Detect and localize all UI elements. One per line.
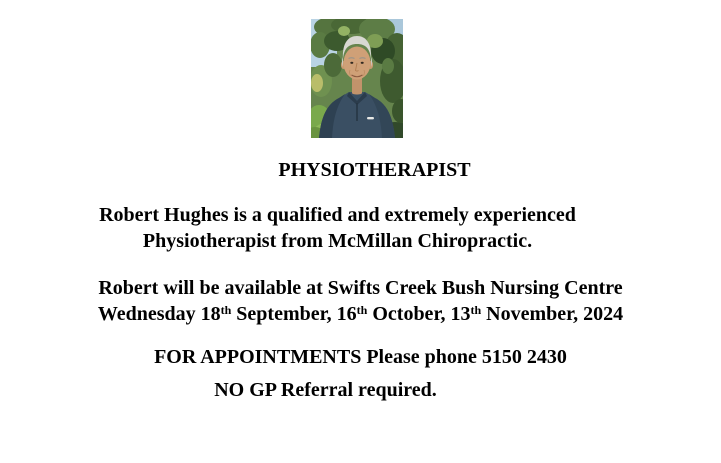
- portrait-photo-illustration: [311, 19, 403, 138]
- date-segment-3: October, 13th: [367, 303, 482, 325]
- availability-line-1: Robert will be available at Swifts Creek Bush Nursing Centre: [98, 277, 623, 299]
- referral-line: NO GP Referral required.: [214, 379, 437, 401]
- availability-paragraph: [0, 275, 721, 327]
- availability-dates-line: [0, 301, 721, 327]
- shirt-logo: [367, 117, 374, 119]
- appointments-line: FOR APPOINTMENTS Please phone 5150 2430: [154, 346, 567, 368]
- date-segment-2: September, 16th: [231, 303, 368, 325]
- eye-left: [350, 62, 353, 64]
- date-segment-4: November, 2024: [481, 303, 624, 325]
- yellow-plant: [311, 74, 323, 92]
- page-title: PHYSIOTHERAPIST: [278, 159, 471, 181]
- physiotherapist-photo: [311, 19, 403, 138]
- intro-paragraph: [0, 202, 698, 254]
- intro-line-2: Physiotherapist from McMillan Chiropractic.: [142, 230, 533, 252]
- intro-line-1: Robert Hughes is a qualified and extremely experienced: [99, 204, 576, 226]
- date-segment-1: Wednesday 18th: [97, 303, 232, 325]
- eye-right: [360, 62, 363, 64]
- ordinal-suffix: th: [220, 303, 232, 317]
- ordinal-suffix: th: [470, 303, 482, 317]
- ordinal-suffix: th: [356, 303, 368, 317]
